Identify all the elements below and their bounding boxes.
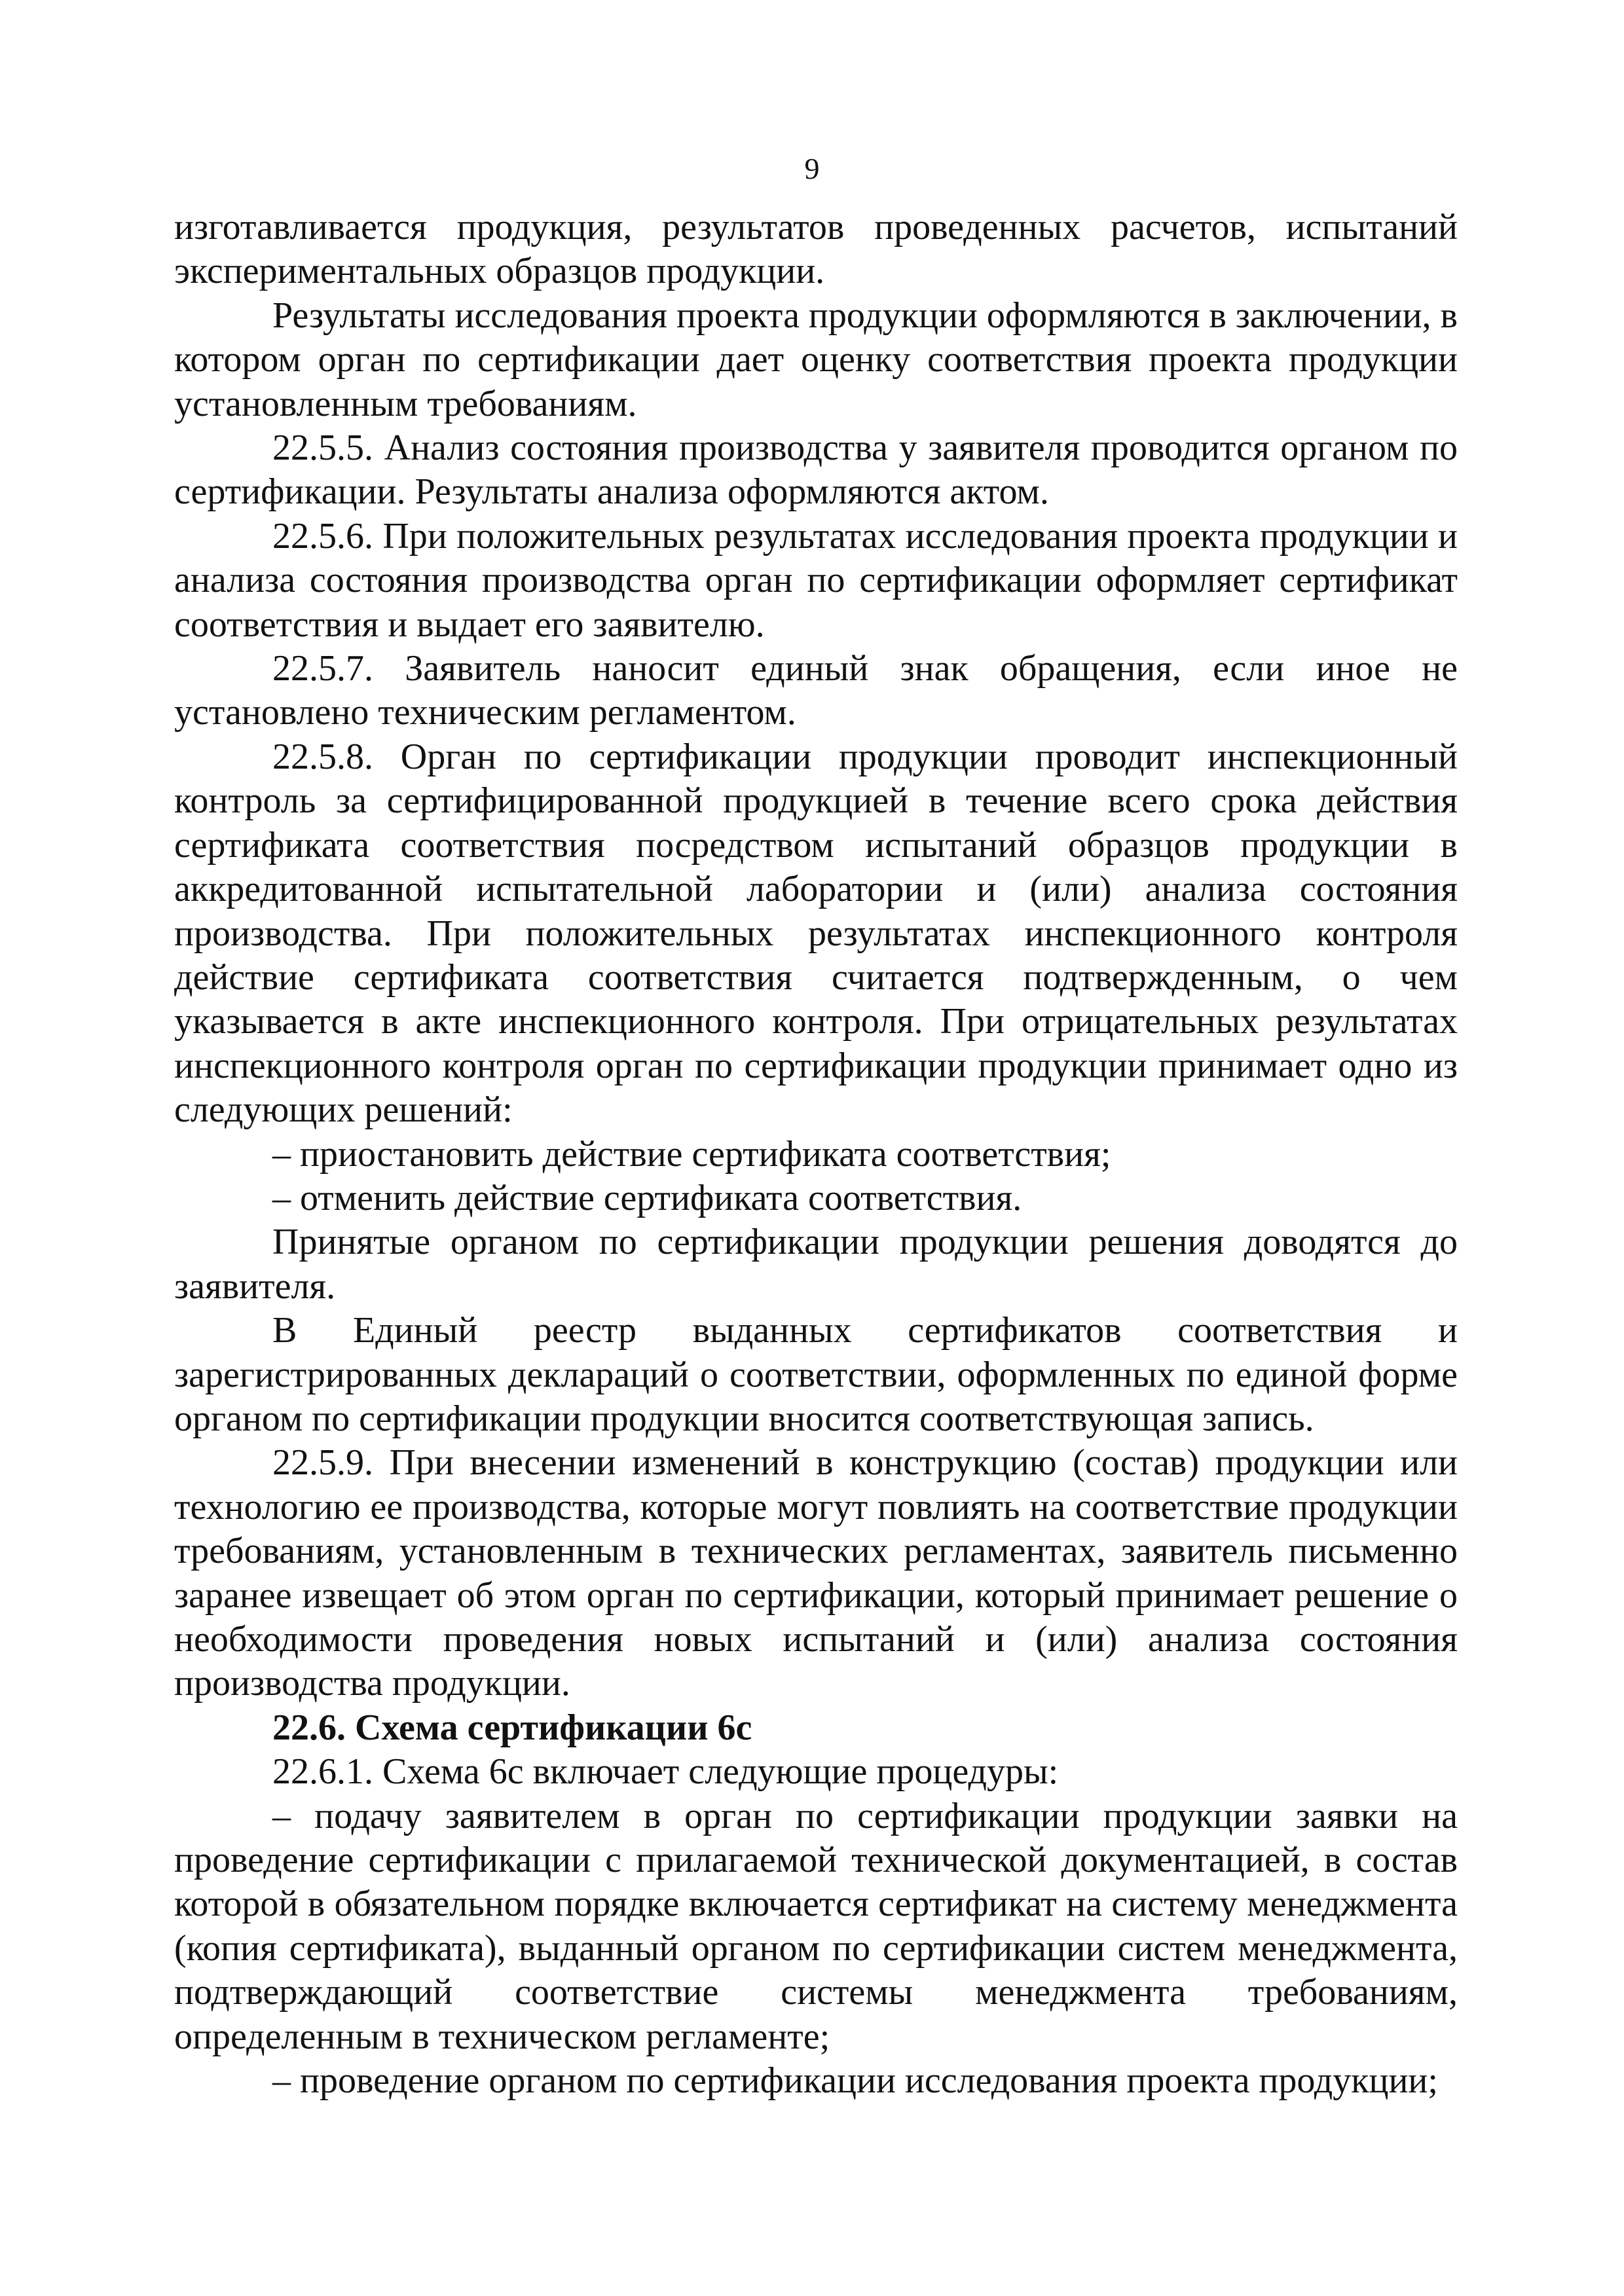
list-item-suspend: – приостановить действие сертификата соответствия; (272, 1133, 1111, 1175)
list-item-project-research: – проведение органом по сертификации исследования проекта продукции; (272, 2060, 1438, 2102)
paragraph-continuation: изготавливается продукция, результатов проведенных расчетов, испытаний экспериментальных образцов продукции. (174, 207, 1458, 292)
paragraph-decisions: Принятые органом по сертификации продукции решения доводятся до заявителя. (174, 1222, 1458, 1307)
paragraph-registry: В Единый реестр выданных сертификатов соответствия и зарегистрированных деклараций о соответствии, оформленных по единой форме органом по сертификации продукции вносится соответствующая запись. (174, 1310, 1458, 1439)
paragraph-22-5-8: 22.5.8. Орган по сертификации продукции проводит инспекционный контроль за сертифицированной продукцией в течение всего срока действия сертификата соответствия посредством испытаний образцов продукции в аккредитованной испытательной лаборатории и (или) анализа состояния производства. При положительных результатах инспекционного контроля действие сертификата соответствия считается подтвержденным, о чем указывается в акте инспекционного контроля. При отрицательных результатах инспекционного контроля орган по сертификации продукции принимает одно из следующих решений: (174, 736, 1458, 1131)
paragraph-22-6-1: 22.6.1. Схема 6с включает следующие процедуры: (272, 1751, 1059, 1793)
paragraph-22-5-7: 22.5.7. Заявитель наносит единый знак обращения, если иное не установлено техническим регламентом. (174, 648, 1458, 733)
paragraph-22-5-5: 22.5.5. Анализ состояния производства у заявителя проводится органом по сертификации. Результаты анализа оформляются актом. (174, 428, 1458, 513)
document-body (174, 206, 1458, 2103)
section-heading-22-6: 22.6. Схема сертификации 6с (272, 1707, 752, 1748)
page-number: 9 (804, 152, 820, 185)
list-item-application: – подачу заявителем в орган по сертификации продукции заявки на проведение сертификации с прилагаемой технической документацией, в состав которой в обязательном порядке включается сертификат на систему менеджмента (копия сертификата), выданный органом по сертификации систем менеджмента, подтверждающий соответствие системы менеджмента требованиям, определенным в техническом регламенте; (174, 1795, 1458, 2057)
paragraph-project-research-results: Результаты исследования проекта продукции оформляются в заключении, в котором орган по сертификации дает оценку соответствия проекта продукции установленным требованиям. (174, 295, 1458, 424)
paragraph-22-5-9: 22.5.9. При внесении изменений в конструкцию (состав) продукции или технологию ее производства, которые могут повлиять на соответствие продукции требованиям, установленным в технических регламентах, заявитель письменно заранее извещает об этом орган по сертификации, который принимает решение о необходимости проведения новых испытаний и (или) анализа состояния производства продукции. (174, 1442, 1458, 1704)
paragraph-22-5-6: 22.5.6. При положительных результатах исследования проекта продукции и анализа состояния производства орган по сертификации оформляет сертификат соответствия и выдает его заявителю. (174, 515, 1458, 645)
list-item-cancel: – отменить действие сертификата соответствия. (272, 1177, 1022, 1218)
